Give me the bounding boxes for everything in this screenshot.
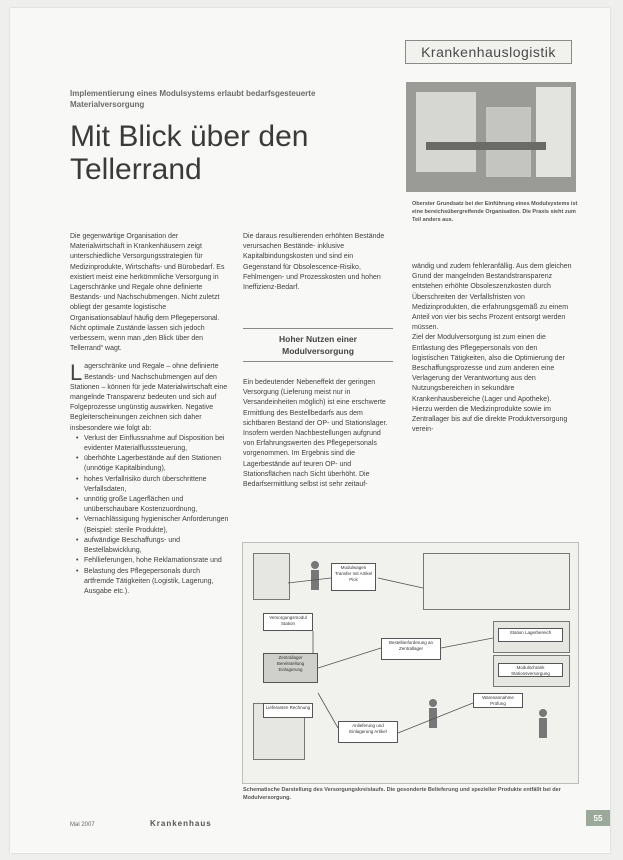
column-2-continued	[243, 378, 393, 490]
diagram-box: Zentrallager Bereitstellung Einlagerung	[263, 653, 318, 683]
diagram-box: Lieferanten Rechnung	[263, 703, 313, 718]
paragraph: Ziel der Modulversorgung ist zum einen die Entlastung des Pflegepersonals von den logistischen Tätigkeiten, also die Optimierung der Beschaffungsprozesse und zum anderen eine Verlagerung der Verantwortung aus den Nutzungsbereichen in sekundäre Krankenhausbereiche (Lager und Apotheke).	[412, 334, 565, 403]
paragraph: Die daraus resultierenden erhöhten Bestände verursachen Bestände- inklusive Kapitalbindungskosten und sind ein Gegenstand für Obsolescence-Risiko, Fehlmengen- und Prozesskosten und hohen Ineffizienz-Bedarf.	[243, 233, 385, 292]
list-item: • Fehllieferungen, hohe Reklamationsrate und	[78, 556, 230, 566]
paragraph: Ein bedeutender Nebeneffekt der geringen Versorgung (Lieferung meist nur in Versandeinheiten möglich) ist eine erschwerte Ermittlung des Bestellbedarfs aus dem sichtbaren Bestand der OP- und Stationslager. Insofern werden Nachbestellungen aufgrund von Erfahrungswerten des Pflegepersonals vorgenommen. Im Ergebnis sind die Lagerbestände auf teuren OP- und Stationsflächen nach Sicht überhöht. Die Bedarfsermittlung selbst ist sehr zeitauf-	[243, 379, 388, 489]
diagram-box: Warenannahme Prüfung	[473, 693, 523, 708]
diagram-box: Versorgungsmodul Station	[263, 613, 313, 631]
diagram-figures	[243, 543, 578, 783]
diagram-box: Modulschrank Stationsversorgung	[498, 663, 563, 677]
paragraph-text: agerschränke und Regale – ohne definierte Bestands- und Nachschubmengen auf den Stationen – können für jede Materialwirtschaft eine mangelnde Transparenz bedeuten und sich auf Folgeprozesse ungünstig auswirken. Negative Begleiterscheinungen zeichnen sich daher insbesondere wie folgt ab:	[70, 363, 228, 432]
issue-date: Mai 2007	[70, 822, 95, 828]
list-item: • Vernachlässigung hygienischer Anforderungen (Beispiel: sterile Produkte),	[78, 515, 230, 535]
diagram-box: Bestellanforderung an Zentrallager	[381, 638, 441, 660]
article-photo	[406, 82, 576, 192]
list-item: • hohes Verfallrisiko durch überschrittene Verfallsdaten,	[78, 475, 230, 495]
section-header: Krankenhauslogistik	[405, 40, 572, 64]
diagram-caption: Schematische Darstellung des Versorgungskreislaufs. Die gesonderte Belieferung und spezieller Produkte entfällt bei der Modulversorgung.	[243, 787, 561, 801]
magazine-logo: Krankenhaus	[150, 819, 212, 828]
subheading: Hoher Nutzen einer Modulversorgung	[243, 328, 393, 362]
supply-cycle-diagram	[242, 542, 579, 784]
photo-caption: Oberster Grundsatz bei der Einführung eines Modulsystems ist eine bereichsübergreifende Organisation. Die Praxis sieht zum Teil anders aus.	[412, 201, 578, 223]
column-1	[70, 232, 230, 597]
diagram-box: Station Lagerbereich	[498, 628, 563, 642]
diagram-box: Modulwagen Transfer mit Artikel Pick	[331, 563, 376, 591]
article-intro: Implementierung eines Modulsystems erlaubt bedarfsgesteuerte Materialversorgung	[70, 89, 316, 109]
column-2	[243, 232, 393, 293]
paragraph: Die gegenwärtige Organisation der Materialwirtschaft in Krankenhäusern zeigt unterschiedliche Versorgungsstrategien für Medizinprodukte, Wirtschafts- und Bürobedarf. Es existiert meist eine herkömmliche Versorgung in Lagerschränke und Regale ohne definierte Bestands- und Nachschubmengen. Nicht zuletzt obliegt der gesamte logistische Organisationsablauf häufig dem Pflegepersonal. Nicht optimale Zustände lassen sich jedoch verbessern, wenn man „den Blick über den Tellerrand“ wagt.	[70, 233, 225, 353]
list-item: • aufwändige Beschaffungs- und Bestellabwicklung,	[78, 536, 230, 556]
dropcap: L	[70, 360, 83, 386]
paragraph: wändig und zudem fehleranfällig. Aus dem gleichen Grund der mangelnden Bestandstransparenz entstehen erhöhte Obsoleszenzkosten durch Überschreiten der Verfallsfristen von Medizinprodukten, die erfahrungsgemäß zu einem Anteil von vier bis sechs Prozent entsorgt werden müssen.	[412, 263, 572, 332]
column-3	[412, 262, 572, 435]
diagram-box: Anlieferung und Einlagerung Artikel	[338, 721, 398, 743]
paragraph	[70, 362, 230, 433]
list-item: • überhöhte Lagerbestände auf den Stationen (unnötige Kapitalbindung),	[78, 454, 230, 474]
article-title: Mit Blick über den Tellerrand	[70, 120, 309, 186]
paragraph: Hierzu werden die Medizinprodukte sowie im Zentrallager bis auf die direkte Produktversorgung verein-	[412, 405, 568, 434]
page-number: 55	[586, 810, 610, 826]
bullet-list	[70, 434, 230, 597]
list-item: • unnötig große Lagerflächen und unüberschaubare Kostenzuordnung,	[78, 495, 230, 515]
list-item: • Belastung des Pflegepersonals durch artfremde Tätigkeiten (Logistik, Lagerung, Ausgabe etc.).	[78, 567, 230, 598]
list-item: • Verlust der Einflussnahme auf Disposition bei evidenter Materialflusssteuerung,	[78, 434, 230, 454]
person-icon	[311, 561, 547, 738]
